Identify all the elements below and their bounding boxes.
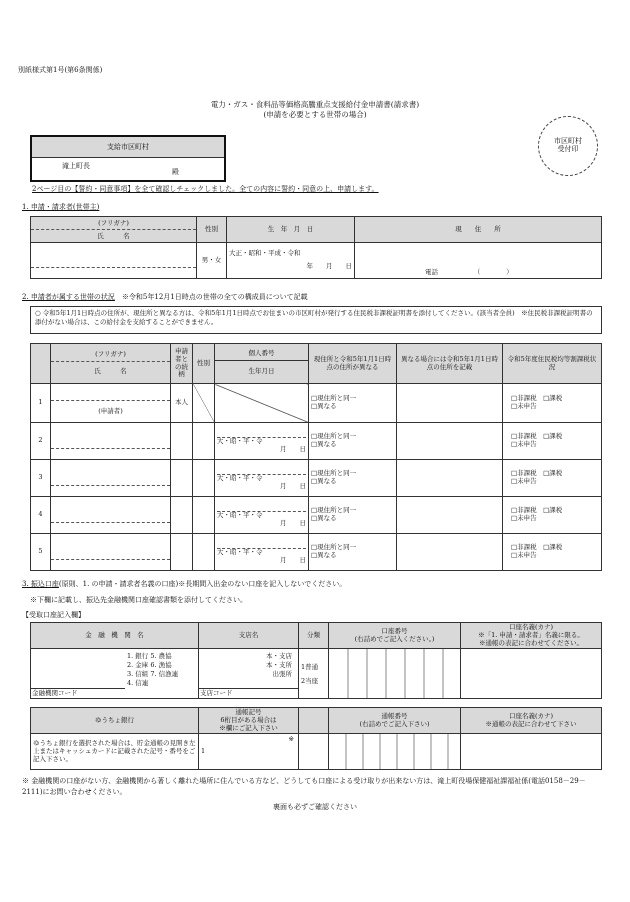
- row-number: 2: [31, 423, 51, 460]
- table-row: [31, 384, 602, 423]
- era-options: 大・昭・平・令: [217, 474, 263, 483]
- id-number-input[interactable]: [215, 384, 309, 423]
- era-options: 大正・昭和・平成・令和: [229, 249, 301, 258]
- applicant-table: [30, 216, 602, 279]
- table-row: [31, 534, 602, 571]
- account-holder-input[interactable]: [461, 649, 602, 699]
- gender-cell[interactable]: [193, 497, 215, 534]
- gender-cell[interactable]: [193, 460, 215, 497]
- row-number: 5: [31, 534, 51, 571]
- unfiled-checkbox[interactable]: □未申告: [511, 514, 537, 522]
- section3-note: (原則、1. の申請・請求者名義の口座)※長期間入出金のない口座を記入しないでください。: [58, 580, 347, 588]
- member-name-input[interactable]: [51, 460, 171, 497]
- account-holder-header: 口座名義(カナ): [508, 623, 554, 631]
- yucho-instructions: ゆうちょ銀行を選択された場合は、貯金通帳の見開き左上またはキャッシュカードに記載された記号・番号をご記入下さい。: [31, 734, 199, 770]
- relation-cell[interactable]: [171, 534, 193, 571]
- passbook-symbol-input[interactable]: [199, 734, 299, 770]
- account-type-option[interactable]: 2当座: [301, 676, 319, 685]
- bank-type-option[interactable]: 2. 金庫 6. 漁協: [127, 661, 172, 670]
- tax-checkbox[interactable]: □非課税 □課税: [511, 469, 563, 478]
- bank-name-header: 金 融 機 関 名: [31, 623, 199, 649]
- holder-note2: ※通帳の表記に合わせてください。: [479, 638, 583, 647]
- address-diff-header: 現住所と令和5年1月1日時点の住所が異なる: [309, 344, 397, 384]
- applicant-marker: (申請者): [98, 407, 123, 415]
- passbook-number-note: (右詰めでご記入下さい): [359, 719, 430, 728]
- prior-address-header: 異なる場合には令和5年1月1日時点の住所を記載: [397, 344, 503, 384]
- stamp-line1: 市区町村: [554, 137, 582, 145]
- tax-status-header: 令和5年度住民税均等割課税状況: [503, 344, 602, 384]
- symbol-note1: 6桁目がある場合は: [220, 715, 277, 724]
- table-row: [31, 497, 602, 534]
- section2-note: ※令和5年12月1日時点の世帯の全ての構成員について記載: [121, 293, 308, 301]
- symbol-mark: ※: [288, 735, 294, 744]
- section2-title: 2. 申請者が属する世帯の状況: [22, 293, 115, 301]
- yucho-table: [30, 707, 602, 770]
- mayor-name: 滝上町長: [62, 162, 90, 170]
- member-name-header: 氏 名: [94, 367, 127, 375]
- bank-account-table: [30, 622, 602, 699]
- section1-title: 1. 申請・請求者(世帯主): [22, 203, 100, 211]
- member-name-input[interactable]: [51, 497, 171, 534]
- applicant-name-input[interactable]: [31, 243, 197, 279]
- account-number-header: 口座番号: [381, 626, 408, 635]
- different-address-checkbox[interactable]: □異なる: [311, 514, 337, 522]
- ymd-label: 年 月 日: [306, 262, 352, 270]
- dob-input[interactable]: [215, 460, 309, 497]
- member-gender-header: 性別: [193, 344, 215, 384]
- honorific: 殿: [172, 168, 179, 176]
- holder-note1: ※「1. 申請・請求者」名義に限る。: [478, 630, 584, 639]
- tax-checkbox[interactable]: □非課税 □課税: [511, 394, 563, 403]
- address-header: 現 住 所: [355, 217, 602, 243]
- form-title: 電力・ガス・食料品等価格高騰重点支援給付金申請書(請求書): [210, 100, 420, 109]
- symbol-prefix: 1: [201, 746, 206, 755]
- addressee-box: [30, 135, 226, 182]
- same-address-checkbox[interactable]: □現住所と同一: [311, 394, 357, 403]
- gender-cell[interactable]: [193, 423, 215, 460]
- unfiled-checkbox[interactable]: □未申告: [511, 551, 537, 559]
- id-number-header: 個人番号: [215, 346, 308, 361]
- symbol-note2: ※欄にご記入下さい: [219, 723, 278, 732]
- branch-input[interactable]: [199, 649, 299, 699]
- account-type-option[interactable]: 1普通: [301, 662, 319, 671]
- yucho-holder-header: 口座名義(カナ): [508, 711, 554, 720]
- branch-type-option[interactable]: 本・支店: [266, 652, 292, 661]
- row-number: 4: [31, 497, 51, 534]
- yucho-header: ゆうちょ銀行: [31, 708, 199, 734]
- tax-checkbox[interactable]: □非課税 □課税: [511, 543, 563, 552]
- different-address-checkbox[interactable]: □異なる: [311, 477, 337, 485]
- tax-checkbox[interactable]: □非課税 □課税: [511, 432, 563, 441]
- yucho-holder-note: ※通帳の表記に合わせて下さい: [485, 719, 577, 728]
- member-name-input[interactable]: [51, 384, 171, 423]
- passbook-symbol-header: 通帳記号: [235, 708, 262, 716]
- section3-heading: [22, 580, 346, 588]
- no-account-note: ※ 金融機関の口座がない方、金融機関から著しく離れた場所に住んでいる方など、どうしても口座による受け取りが出来ない方は、滝上町役場保健福祉課福祉係(電話0158－29－2111)にお問い合わせください。: [22, 777, 586, 796]
- account-number-note: (右詰めでご記入ください。): [354, 634, 435, 643]
- bank-type-option[interactable]: 4. 信連: [127, 679, 149, 688]
- tax-checkbox[interactable]: □非課税 □課税: [511, 506, 563, 515]
- address-input[interactable]: [355, 243, 602, 279]
- unfiled-checkbox[interactable]: □未申告: [511, 402, 537, 410]
- same-address-checkbox[interactable]: □現住所と同一: [311, 432, 357, 441]
- unfiled-checkbox[interactable]: □未申告: [511, 477, 537, 485]
- account-box-title: 【受取口座記入欄】: [22, 611, 85, 619]
- passbook-number-header: 通帳番号: [381, 711, 408, 720]
- relation-header: 申請者との続柄: [171, 344, 193, 384]
- dob-input[interactable]: [215, 423, 309, 460]
- era-options: 大・昭・平・令: [217, 548, 263, 557]
- member-dob-header: 生年月日: [248, 367, 275, 375]
- household-table: [30, 343, 602, 571]
- notice-box: ○ 令和5年1月1日時点の住所が、現住所と異なる方は、令和5年1月1日時点でお住まいの市区町村が発行する住民税非課税証明書を添付してください。(該当者全員) ※住民税非課税証明書の添付がない場合は、この給付金を支給することができません。: [30, 306, 602, 334]
- relation-cell[interactable]: [171, 423, 193, 460]
- account-number-input[interactable]: [329, 649, 461, 699]
- unfiled-checkbox[interactable]: □未申告: [511, 440, 537, 448]
- yucho-holder-input[interactable]: [461, 734, 602, 770]
- gender-options[interactable]: 男・女: [197, 243, 227, 279]
- prior-address-input[interactable]: [397, 460, 503, 497]
- dob-input[interactable]: [215, 497, 309, 534]
- dob-input[interactable]: [227, 243, 355, 279]
- prior-address-input[interactable]: [397, 423, 503, 460]
- furigana-label: (フリガナ): [31, 217, 196, 230]
- same-address-checkbox[interactable]: □現住所と同一: [311, 506, 357, 515]
- relation-cell[interactable]: 本人: [171, 384, 193, 423]
- branch-type-option[interactable]: 本・支所: [266, 661, 292, 670]
- bank-name-input[interactable]: [31, 649, 199, 699]
- same-address-checkbox[interactable]: □現住所と同一: [311, 543, 357, 552]
- passbook-number-input[interactable]: [329, 734, 461, 770]
- stamp-line2: 受付印: [557, 145, 579, 154]
- prior-address-input[interactable]: [397, 534, 503, 571]
- section2-heading: [22, 293, 308, 301]
- back-page-notice: 裏面も必ずご確認ください: [273, 803, 357, 811]
- same-address-checkbox[interactable]: □現住所と同一: [311, 469, 357, 478]
- bank-type-option[interactable]: 3. 信組 7. 信漁連: [127, 670, 179, 679]
- member-furigana-header: (フリガナ): [51, 347, 170, 362]
- account-type-header: 分類: [299, 623, 329, 649]
- table-row: [31, 460, 602, 497]
- row-number: 1: [31, 384, 51, 423]
- md-label: 月 日: [280, 482, 306, 490]
- attach-note: ※下欄に記載し、振込先金融機関口座確認書類を添付してください。: [30, 596, 247, 604]
- row-number: 3: [31, 460, 51, 497]
- different-address-checkbox[interactable]: □異なる: [311, 440, 337, 448]
- relation-cell[interactable]: [171, 497, 193, 534]
- gender-cell[interactable]: [193, 384, 215, 423]
- branch-code-label: 支店コード: [199, 688, 298, 699]
- name-label: 氏 名: [97, 232, 130, 240]
- md-label: 月 日: [280, 556, 306, 564]
- era-options: 大・昭・平・令: [217, 437, 263, 446]
- branch-type-option[interactable]: 出張所: [272, 670, 292, 679]
- municipality-header: 支給市区町村: [32, 137, 224, 158]
- phone-label: 電話 （ ）: [425, 268, 513, 277]
- pledge-statement: 2ページ目の【誓約・同意事項】を全て確認しチェックしました。全ての内容に誓約・同意の上、申請します。: [32, 185, 379, 193]
- prior-address-input[interactable]: [397, 384, 503, 423]
- era-options: 大・昭・平・令: [217, 511, 263, 520]
- form-number: 別紙様式第1号(第6条関係): [18, 66, 103, 74]
- member-name-input[interactable]: [51, 534, 171, 571]
- relation-cell[interactable]: [171, 460, 193, 497]
- branch-header: 支店名: [199, 623, 299, 649]
- section3-title: 3. 振込口座: [22, 580, 59, 588]
- dob-input[interactable]: [215, 534, 309, 571]
- different-address-checkbox[interactable]: □異なる: [311, 402, 337, 410]
- member-name-input[interactable]: [51, 423, 171, 460]
- no-header: [31, 344, 51, 384]
- form-subtitle: (申請を必要とする世帯の場合): [263, 110, 367, 119]
- gender-cell[interactable]: [193, 534, 215, 571]
- prior-address-input[interactable]: [397, 497, 503, 534]
- gender-header: 性別: [197, 217, 227, 243]
- md-label: 月 日: [280, 445, 306, 453]
- bank-code-label: 金融機関コード: [31, 688, 125, 699]
- reception-stamp: [538, 116, 598, 176]
- md-label: 月 日: [280, 519, 306, 527]
- different-address-checkbox[interactable]: □異なる: [311, 551, 337, 559]
- bank-type-option[interactable]: 1. 銀行 5. 農協: [127, 652, 172, 661]
- table-row: [31, 423, 602, 460]
- dob-header: 生 年 月 日: [227, 217, 355, 243]
